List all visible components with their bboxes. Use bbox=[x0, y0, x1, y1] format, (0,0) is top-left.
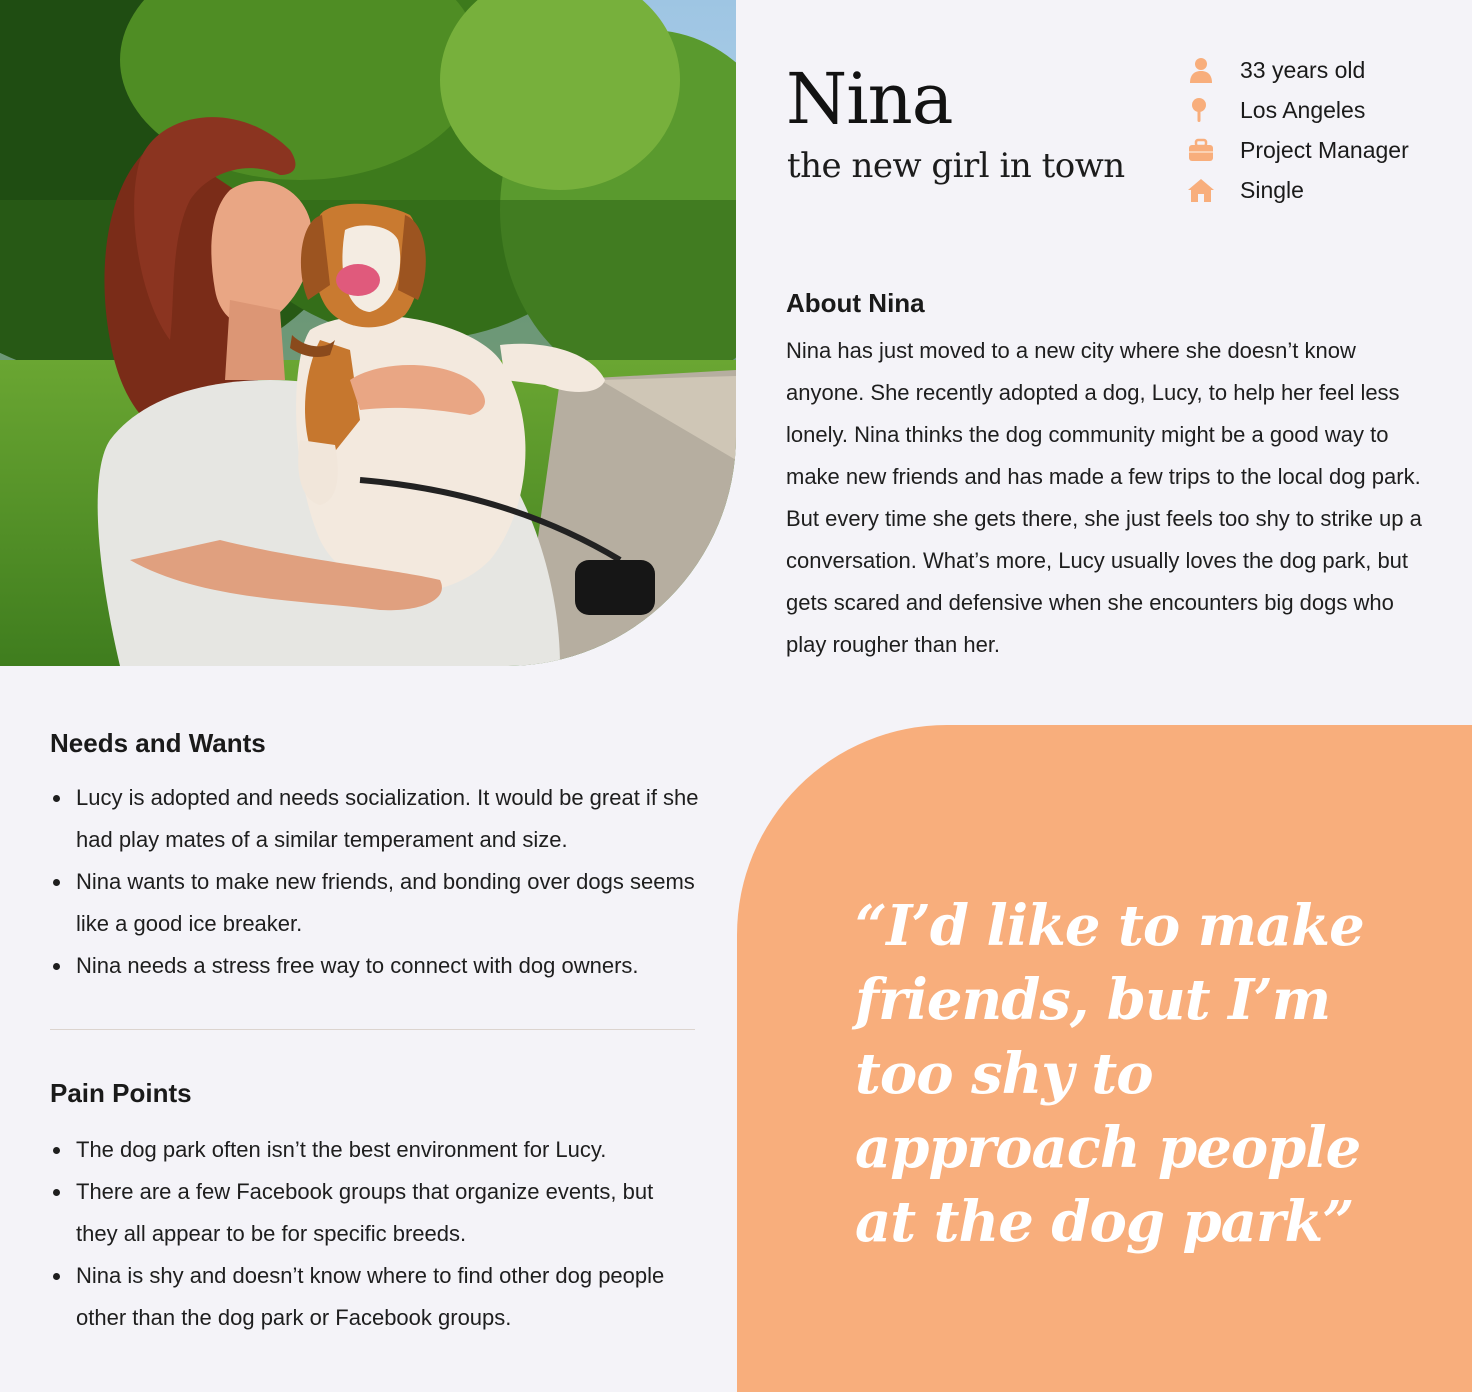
persona-facts bbox=[1186, 50, 1409, 210]
pain-points-list bbox=[50, 1129, 700, 1339]
persona-name: Nina bbox=[786, 58, 953, 140]
fact-age-text: 33 years old bbox=[1240, 56, 1366, 83]
list-item: The dog park often isn’t the best environment for Lucy. bbox=[50, 1129, 700, 1171]
pain-points-heading: Pain Points bbox=[50, 1078, 192, 1108]
fact-occupation-text: Project Manager bbox=[1240, 136, 1409, 163]
fact-location bbox=[1186, 90, 1409, 130]
persona-quote: “I’d like to make friends, but I’m too shy to approach people at the dog park” bbox=[855, 893, 1364, 1255]
list-item: Nina needs a stress free way to connect with dog owners. bbox=[50, 945, 710, 987]
fact-age bbox=[1186, 50, 1409, 90]
section-divider bbox=[50, 1029, 695, 1030]
fact-occupation bbox=[1186, 130, 1409, 170]
home-icon bbox=[1186, 175, 1216, 205]
quote-card bbox=[737, 725, 1472, 1392]
fact-status bbox=[1186, 170, 1409, 210]
list-item: Nina wants to make new friends, and bonding over dogs seems like a good ice breaker. bbox=[50, 861, 710, 945]
persona-photo bbox=[0, 0, 736, 666]
fact-location-text: Los Angeles bbox=[1240, 96, 1366, 123]
persona-photo-illustration bbox=[0, 0, 736, 666]
about-text: Nina has just moved to a new city where she doesn’t know anyone. She recently adopted a dog, Lucy, to help her feel less lonely. Nina thinks the dog community might be a good way to make new friends and has made a few trips to the local dog park. But every time she gets there, she just feels too shy to strike up a conversation. What’s more, Lucy usually loves the dog park, but gets scared and defensive when she encounters big dogs who play rougher than her. bbox=[786, 338, 1422, 657]
fact-status-text: Single bbox=[1240, 176, 1304, 203]
needs-heading: Needs and Wants bbox=[50, 728, 266, 758]
list-item: There are a few Facebook groups that organize events, but they all appear to be for specific breeds. bbox=[50, 1171, 700, 1255]
persona-tagline: the new girl in town bbox=[787, 146, 1125, 186]
person-icon bbox=[1186, 55, 1216, 85]
location-pin-icon bbox=[1186, 95, 1216, 125]
list-item: Lucy is adopted and needs socialization. It would be great if she had play mates of a similar temperament and size. bbox=[50, 777, 710, 861]
needs-list bbox=[50, 777, 710, 987]
list-item: Nina is shy and doesn’t know where to find other dog people other than the dog park or Facebook groups. bbox=[50, 1255, 700, 1339]
briefcase-icon bbox=[1186, 135, 1216, 165]
about-heading: About Nina bbox=[786, 288, 925, 318]
